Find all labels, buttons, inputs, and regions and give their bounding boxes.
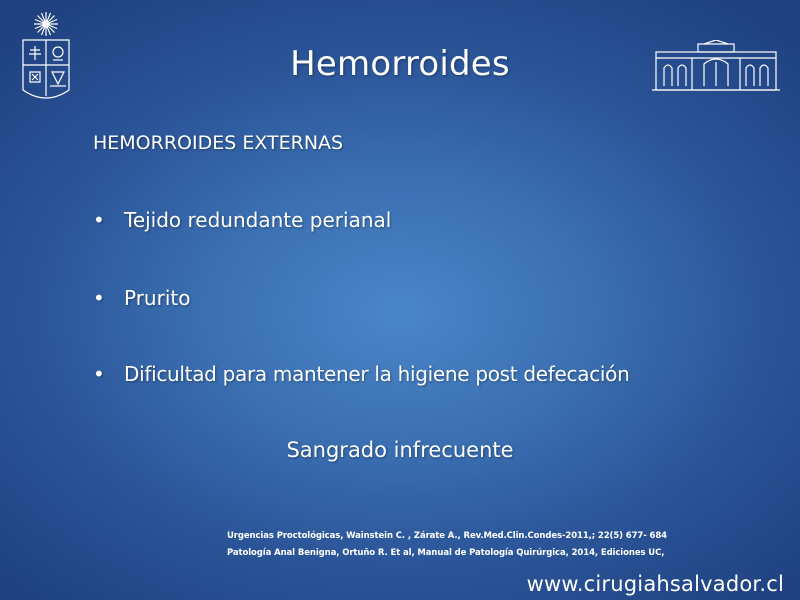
reference-citation: Patología Anal Benigna, Ortuño R. Et al, Manual de Patología Quirúrgica, 2014, Ediciones UC, bbox=[227, 548, 665, 558]
bullet-text: Dificultad para mantener la higiene post defecación bbox=[124, 362, 630, 386]
highlight-text: Sangrado infrecuente bbox=[286, 438, 514, 462]
bullet-item bbox=[93, 286, 190, 310]
slide-title: Hemorroides bbox=[290, 44, 510, 84]
website-url: www.cirugiahsalvador.cl bbox=[526, 572, 784, 596]
bullet-dot: • bbox=[93, 286, 105, 310]
bullet-text: Tejido redundante perianal bbox=[124, 208, 392, 232]
bullet-dot: • bbox=[93, 362, 105, 386]
bullet-dot: • bbox=[93, 208, 105, 232]
reference-citation: Urgencias Proctológicas, Wainstein C. , Zárate A., Rev.Med.Clin.Condes-2011,; 22(5) 677- 684 bbox=[227, 531, 667, 541]
bullet-item bbox=[93, 362, 629, 386]
bullet-item bbox=[93, 208, 391, 232]
bullet-text: Prurito bbox=[124, 286, 191, 310]
section-heading: HEMORROIDES EXTERNAS bbox=[93, 132, 344, 154]
